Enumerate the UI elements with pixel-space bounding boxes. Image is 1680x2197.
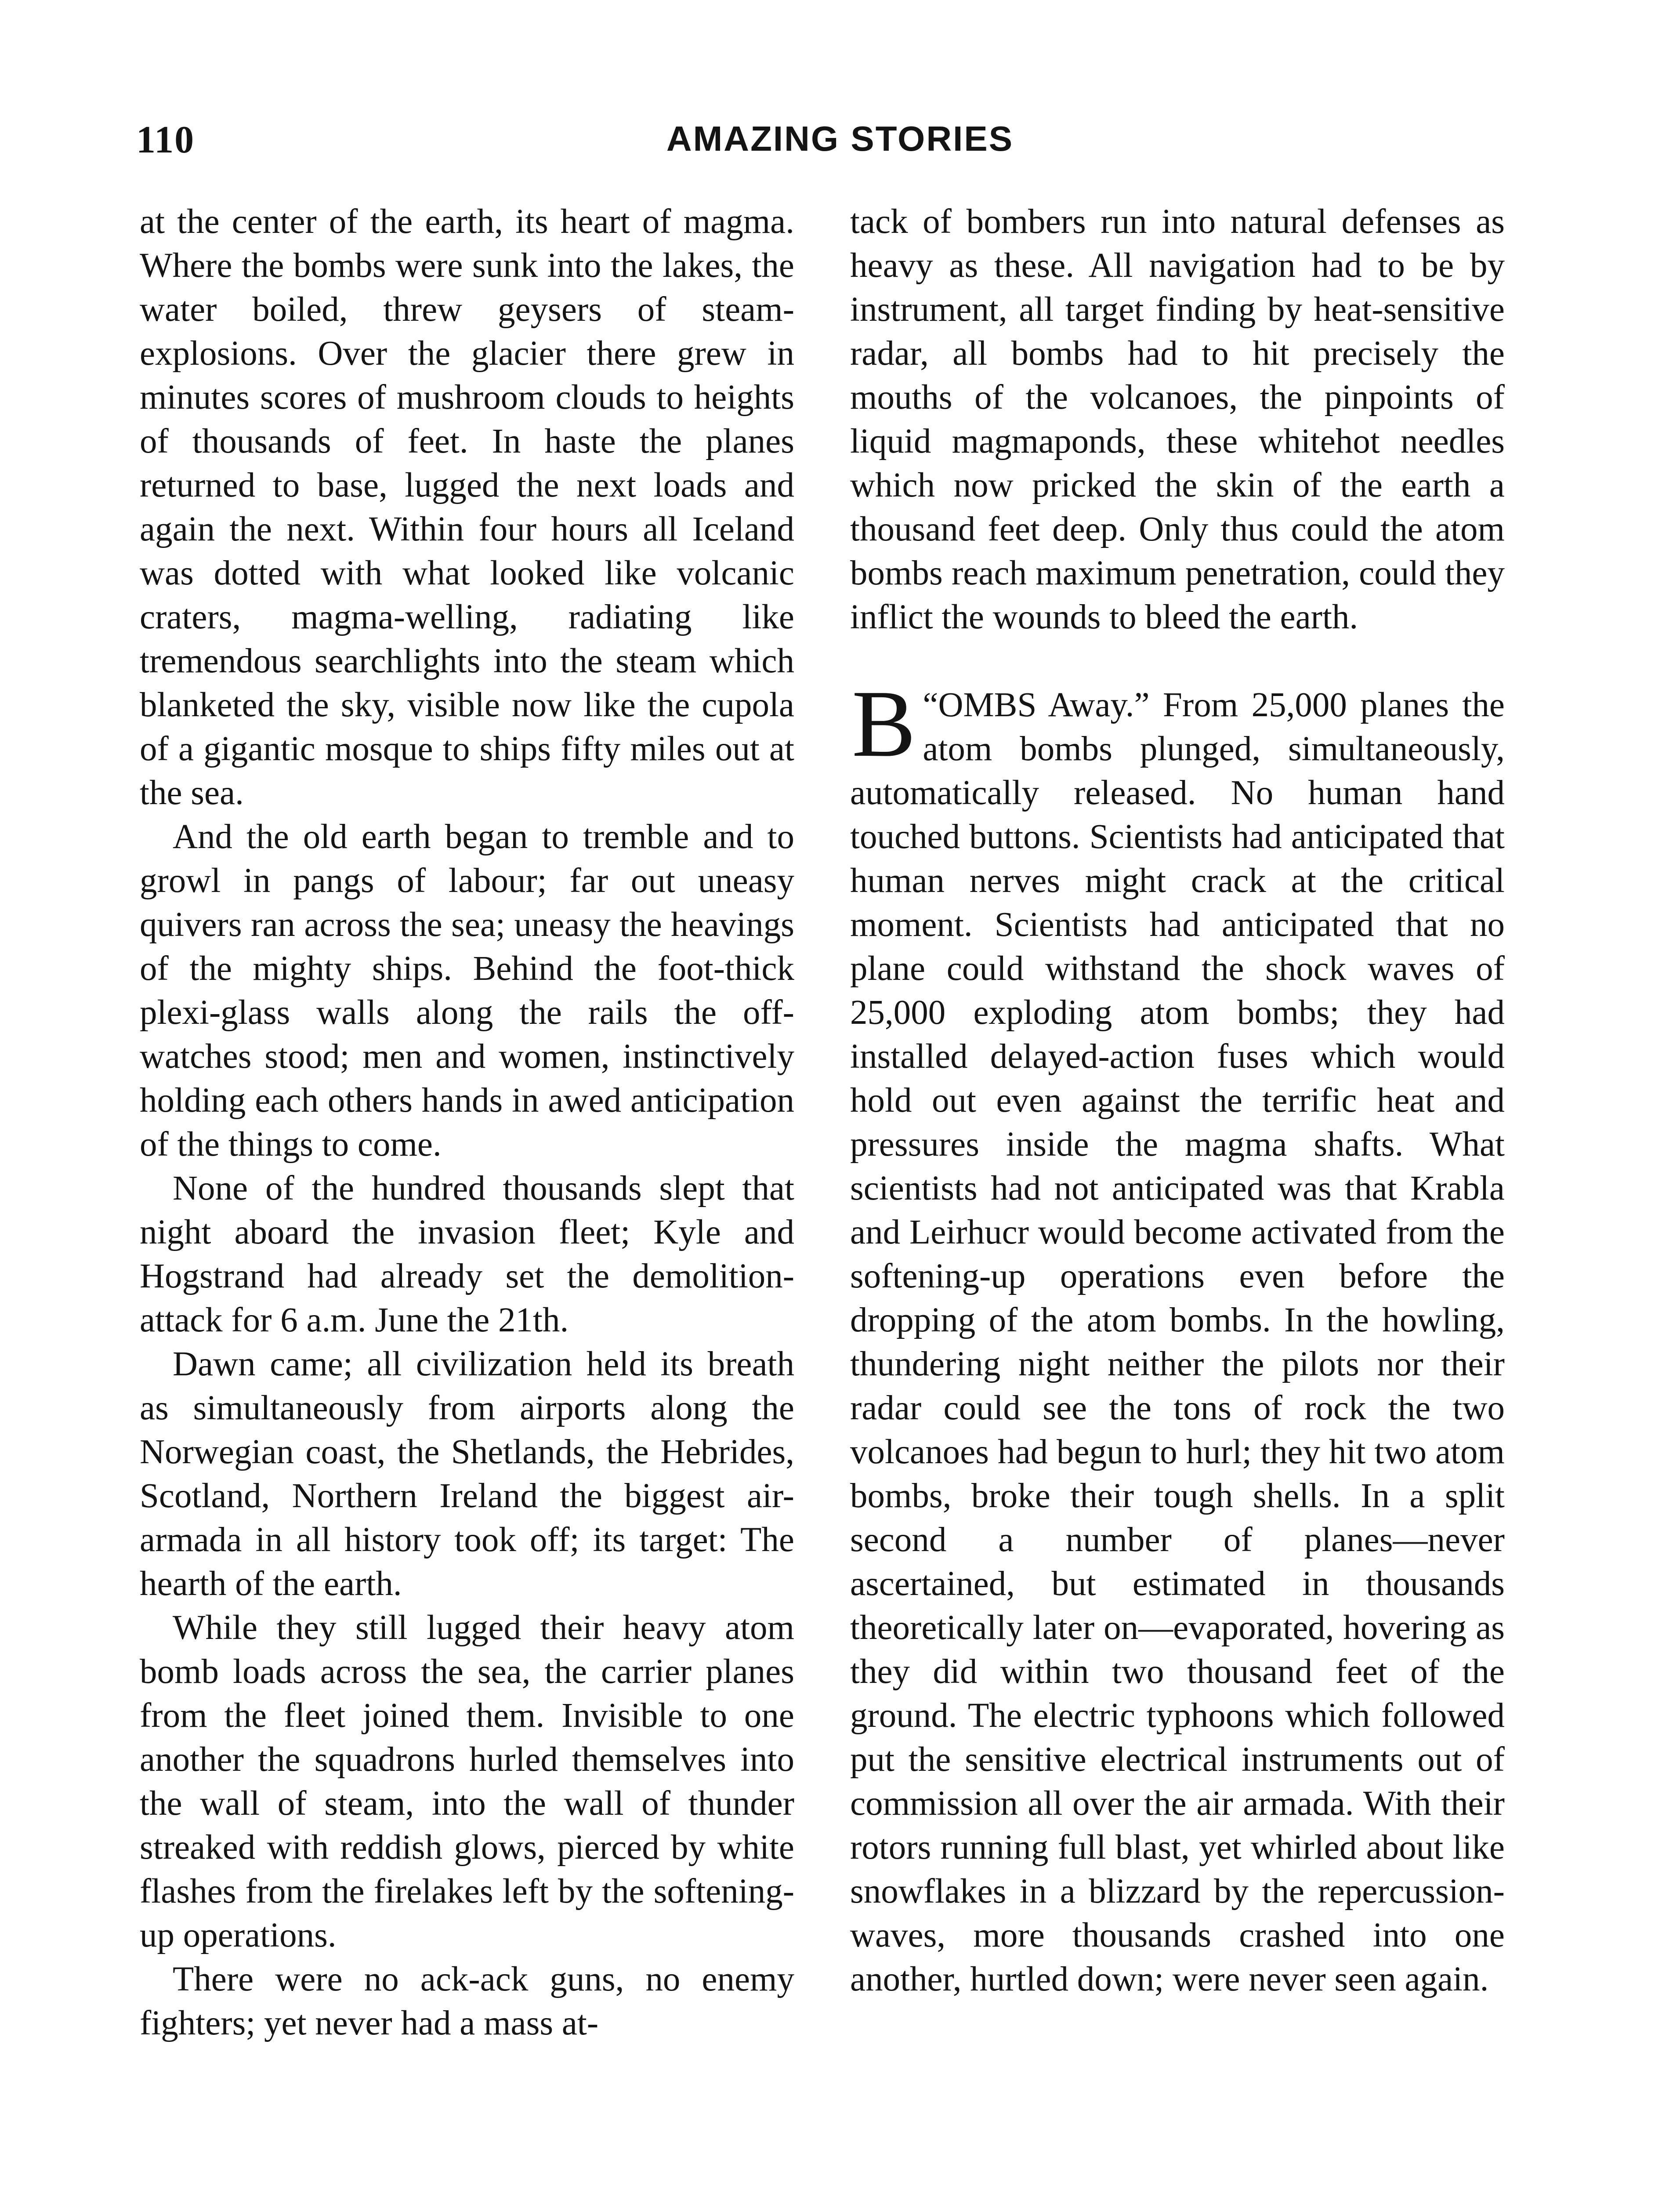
paragraph: None of the hundred thousands slept that night aboard the invasion fleet; Kyle and Hogstrand had already set the demolition-attack for 6 a.m. June the 21th.	[140, 1169, 794, 1339]
page-number: 110	[136, 119, 195, 161]
opening-quote-mark: “	[923, 686, 938, 724]
paragraph: And the old earth began to tremble and to growl in pangs of labour; far out uneasy quivers ran across the sea; uneasy the heavings of the mighty ships. Behind the foot-thick plexi-glass walls along the rails the off-watches stood; men and women, instinctively holding each others hands in awed anticipation of the things to come.	[140, 818, 794, 1164]
magazine-title: AMAZING STORIES	[666, 119, 1014, 158]
right-column	[850, 200, 1505, 2001]
section-opening-paragraph	[850, 671, 1505, 2001]
paragraph: tack of bombers run into natural defenses as heavy as these. All navigation had to be by instrument, all target finding by heat-sensitive radar, all bombs had to hit precisely the mouths of the volcanoes, the pinpoints of liquid magmaponds, these whitehot needles which now pricked the skin of the earth a thousand feet deep. Only thus could the atom bombs reach maximum penetration, could they inflict the wounds to bleed the earth.	[850, 203, 1505, 636]
small-caps-lead: OMBS	[938, 686, 1037, 724]
paragraph: at the center of the earth, its heart of magma. Where the bombs were sunk into the lakes, the water boiled, threw geysers of steam-explosions. Over the glacier there grew in minutes scores of mushroom clouds to heights of thousands of feet. In haste the planes returned to base, lugged the next loads and again the next. Within four hours all Iceland was dotted with what looked like volcanic craters, magma-welling, radiating like tremendous searchlights into the steam which blanketed the sky, visible now like the cupola of a gigantic mosque to ships fifty miles out at the sea.	[140, 203, 794, 812]
paragraph: There were no ack-ack guns, no enemy fighters; yet never had a mass at-	[140, 1960, 794, 2042]
paragraph: Dawn came; all civilization held its breath as simultaneously from airports along the Norwegian coast, the Shetlands, the Hebrides, Scotland, Northern Ireland the biggest air-armada in all history took off; its target: The hearth of the earth.	[140, 1345, 794, 1603]
drop-cap: B	[852, 671, 916, 777]
paragraph-text: Away.” From 25,000 planes the atom bombs plunged, simultaneously, automatically released. No human hand touched buttons. Scientists had anticipated that human nerves might crack at the critical moment. Scientists had anticipated that no plane could withstand the shock waves of 25,000 exploding atom bombs; they had installed delayed-action fuses which would hold out even against the terrific heat and pressures inside the magma shafts. What scientists had not anticipated was that Krabla and Leirhucr would become activated from the softening-up operations even before the dropping of the atom bombs. In the howling, thundering night neither the pilots nor their radar could see the tons of rock the two volcanoes had begun to hurl; they hit two atom bombs, broke their tough shells. In a split second a number of planes—never ascertained, but estimated in thousands theoretically later on—evaporated, hovering as they did within two thousand feet of the ground. The electric typhoons which followed put the sensitive electrical instruments out of commission all over the air armada. With their rotors running full blast, yet whirled about like snowflakes in a blizzard by the repercussion-waves, more thousands crashed into one another, hurtled down; were never seen again.	[850, 686, 1505, 1998]
left-column	[140, 200, 794, 2045]
paragraph: While they still lugged their heavy atom bomb loads across the sea, the carrier planes from the fleet joined them. Invisible to one another the squadrons hurled themselves into the wall of steam, into the wall of thunder streaked with reddish glows, pierced by white flashes from the firelakes left by the softening-up operations.	[140, 1609, 794, 1954]
